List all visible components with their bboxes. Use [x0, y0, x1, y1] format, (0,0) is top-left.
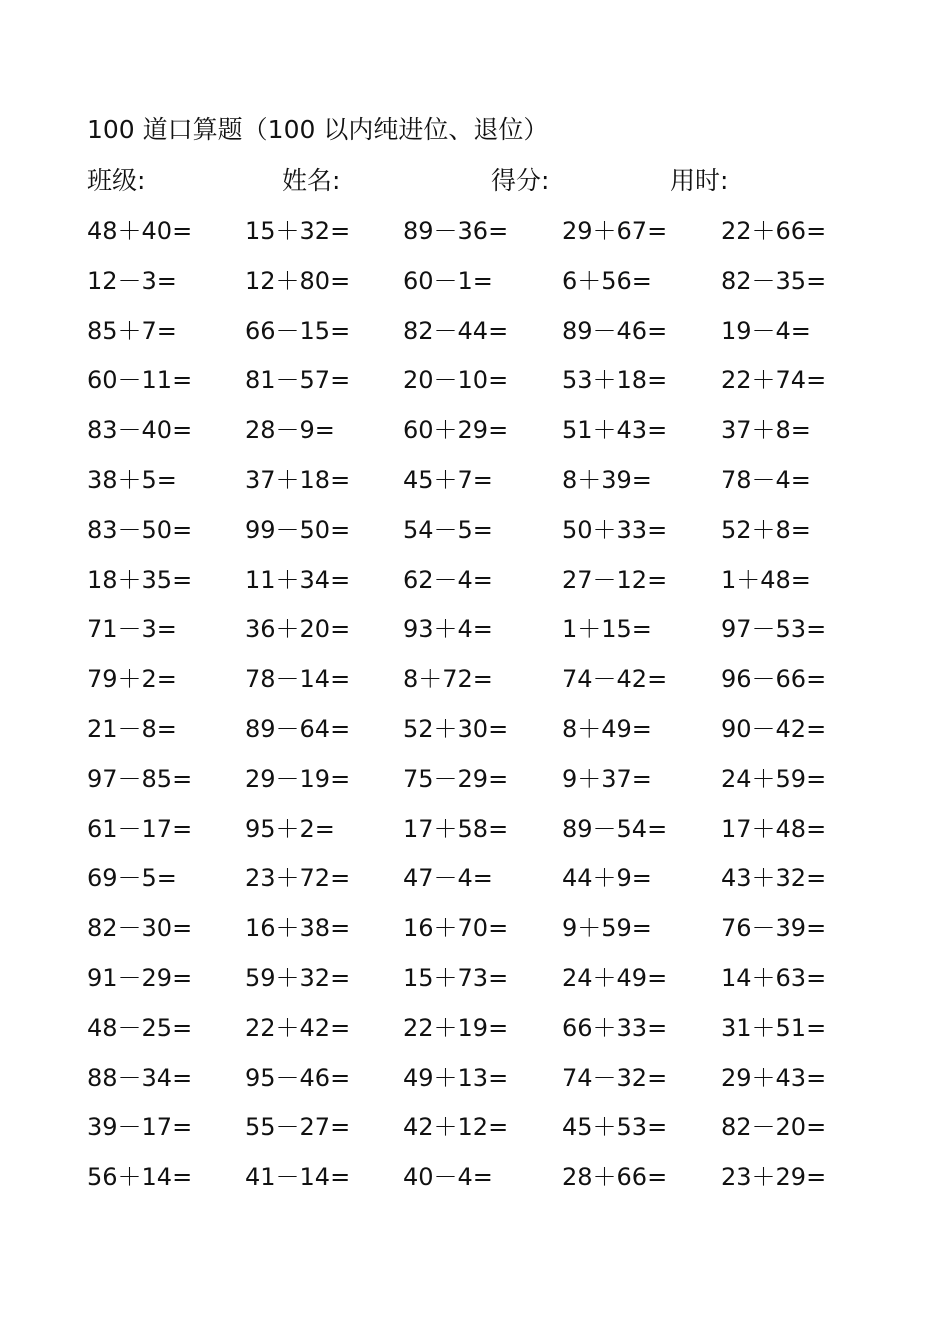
- problem-item: 12－3=: [87, 266, 177, 295]
- problem-item: 59＋32=: [245, 963, 351, 992]
- problem-row: [87, 659, 907, 709]
- problem-item: 39－17=: [87, 1113, 193, 1142]
- problem-row: [87, 560, 907, 610]
- problem-item: 55－27=: [245, 1113, 351, 1142]
- problem-row: [87, 510, 907, 560]
- problem-item: 60－1=: [403, 266, 493, 295]
- problem-item: 48＋40=: [87, 217, 193, 245]
- problem-item: 22＋74=: [721, 366, 827, 395]
- problem-item: 9＋37=: [562, 764, 652, 793]
- problem-item: 82－20=: [721, 1113, 827, 1142]
- problem-item: 69－5=: [87, 864, 177, 893]
- problem-row: [87, 211, 907, 261]
- problem-row: [87, 1058, 907, 1108]
- problem-item: 31＋51=: [721, 1013, 827, 1042]
- problem-item: 93＋4=: [403, 615, 493, 644]
- problem-item: 61－17=: [87, 814, 193, 843]
- problem-row: [87, 709, 907, 759]
- problem-item: 83－40=: [87, 416, 193, 445]
- problem-row: [87, 1107, 907, 1157]
- problem-item: 21－8=: [87, 714, 177, 743]
- problem-item: 52＋8=: [721, 515, 811, 544]
- problem-row: [87, 410, 907, 460]
- problem-item: 22＋42=: [245, 1013, 351, 1042]
- problem-item: 17＋58=: [403, 814, 509, 843]
- problem-item: 29＋43=: [721, 1063, 827, 1092]
- problem-row: [87, 1157, 907, 1207]
- score-label: 得分:: [491, 166, 550, 195]
- problem-item: 71－3=: [87, 615, 177, 644]
- problem-item: 90－42=: [721, 714, 827, 743]
- problem-item: 56＋14=: [87, 1163, 193, 1192]
- problem-row: [87, 261, 907, 311]
- problem-item: 60－11=: [87, 366, 193, 395]
- problem-item: 8＋49=: [562, 714, 652, 743]
- problem-item: 48－25=: [87, 1013, 193, 1042]
- problem-row: [87, 360, 907, 410]
- problem-item: 1＋48=: [721, 565, 811, 594]
- problem-item: 89－46=: [562, 316, 668, 345]
- problem-item: 45＋7=: [403, 465, 493, 494]
- problem-item: 6＋56=: [562, 266, 652, 295]
- problem-item: 95＋2=: [245, 814, 335, 843]
- problem-item: 91－29=: [87, 963, 193, 992]
- problem-item: 74－32=: [562, 1063, 668, 1092]
- problem-item: 23＋72=: [245, 864, 351, 893]
- problem-item: 75－29=: [403, 764, 509, 793]
- problem-item: 49＋13=: [403, 1063, 509, 1092]
- problem-item: 8＋72=: [403, 665, 493, 694]
- problem-item: 29＋67=: [562, 217, 668, 245]
- problem-item: 9＋59=: [562, 914, 652, 943]
- problem-item: 42＋12=: [403, 1113, 509, 1142]
- problem-item: 14＋63=: [721, 963, 827, 992]
- problem-item: 22＋19=: [403, 1013, 509, 1042]
- problem-item: 19－4=: [721, 316, 811, 345]
- problem-item: 41－14=: [245, 1163, 351, 1192]
- problem-item: 99－50=: [245, 515, 351, 544]
- problem-item: 47－4=: [403, 864, 493, 893]
- problem-item: 51＋43=: [562, 416, 668, 445]
- problem-row: [87, 460, 907, 510]
- problem-item: 23＋29=: [721, 1163, 827, 1192]
- problem-item: 88－34=: [87, 1063, 193, 1092]
- name-label: 姓名:: [282, 166, 341, 195]
- problem-item: 79＋2=: [87, 665, 177, 694]
- problem-row: [87, 809, 907, 859]
- problem-item: 22＋66=: [721, 217, 827, 245]
- problem-item: 66＋33=: [562, 1013, 668, 1042]
- problem-item: 24＋49=: [562, 963, 668, 992]
- problem-item: 52＋30=: [403, 714, 509, 743]
- problem-item: 85＋7=: [87, 316, 177, 345]
- problem-item: 1＋15=: [562, 615, 652, 644]
- problem-item: 16＋38=: [245, 914, 351, 943]
- problem-item: 8＋39=: [562, 465, 652, 494]
- worksheet-title: 100 道口算题（100 以内纯进位、退位）: [87, 115, 549, 144]
- problem-item: 66－15=: [245, 316, 351, 345]
- problem-item: 20－10=: [403, 366, 509, 395]
- problem-item: 89－36=: [403, 217, 509, 245]
- problem-item: 95－46=: [245, 1063, 351, 1092]
- problem-row: [87, 858, 907, 908]
- problem-item: 37＋18=: [245, 465, 351, 494]
- problem-row: [87, 908, 907, 958]
- problem-item: 29－19=: [245, 764, 351, 793]
- problem-item: 89－54=: [562, 814, 668, 843]
- problem-item: 97－85=: [87, 764, 193, 793]
- problem-item: 89－64=: [245, 714, 351, 743]
- problem-item: 27－12=: [562, 565, 668, 594]
- time-label: 用时:: [670, 166, 729, 195]
- problem-row: [87, 759, 907, 809]
- problem-item: 54－5=: [403, 515, 493, 544]
- problem-item: 38＋5=: [87, 465, 177, 494]
- problem-item: 76－39=: [721, 914, 827, 943]
- problem-item: 15＋32=: [245, 217, 351, 245]
- problem-item: 82－30=: [87, 914, 193, 943]
- problem-item: 16＋70=: [403, 914, 509, 943]
- problem-item: 74－42=: [562, 665, 668, 694]
- problem-item: 15＋73=: [403, 963, 509, 992]
- problem-item: 43＋32=: [721, 864, 827, 893]
- problem-item: 40－4=: [403, 1163, 493, 1192]
- problem-item: 81－57=: [245, 366, 351, 395]
- problem-item: 60＋29=: [403, 416, 509, 445]
- problem-item: 17＋48=: [721, 814, 827, 843]
- problem-item: 45＋53=: [562, 1113, 668, 1142]
- problem-row: [87, 958, 907, 1008]
- problem-item: 36＋20=: [245, 615, 351, 644]
- problem-item: 53＋18=: [562, 366, 668, 395]
- problem-item: 24＋59=: [721, 764, 827, 793]
- problem-item: 82－44=: [403, 316, 509, 345]
- problem-item: 12＋80=: [245, 266, 351, 295]
- problem-item: 83－50=: [87, 515, 193, 544]
- problem-row: [87, 609, 907, 659]
- problem-row: [87, 1008, 907, 1058]
- problem-item: 62－4=: [403, 565, 493, 594]
- problem-item: 96－66=: [721, 665, 827, 694]
- problem-item: 78－14=: [245, 665, 351, 694]
- problem-item: 37＋8=: [721, 416, 811, 445]
- problem-row: [87, 311, 907, 361]
- problem-grid: [87, 211, 907, 1207]
- problem-item: 28＋66=: [562, 1163, 668, 1192]
- problem-item: 82－35=: [721, 266, 827, 295]
- problem-item: 50＋33=: [562, 515, 668, 544]
- problem-item: 97－53=: [721, 615, 827, 644]
- problem-item: 78－4=: [721, 465, 811, 494]
- problem-item: 44＋9=: [562, 864, 652, 893]
- problem-item: 18＋35=: [87, 565, 193, 594]
- class-label: 班级:: [87, 166, 146, 195]
- problem-item: 28－9=: [245, 416, 335, 445]
- problem-item: 11＋34=: [245, 565, 351, 594]
- student-info-row: [87, 161, 907, 201]
